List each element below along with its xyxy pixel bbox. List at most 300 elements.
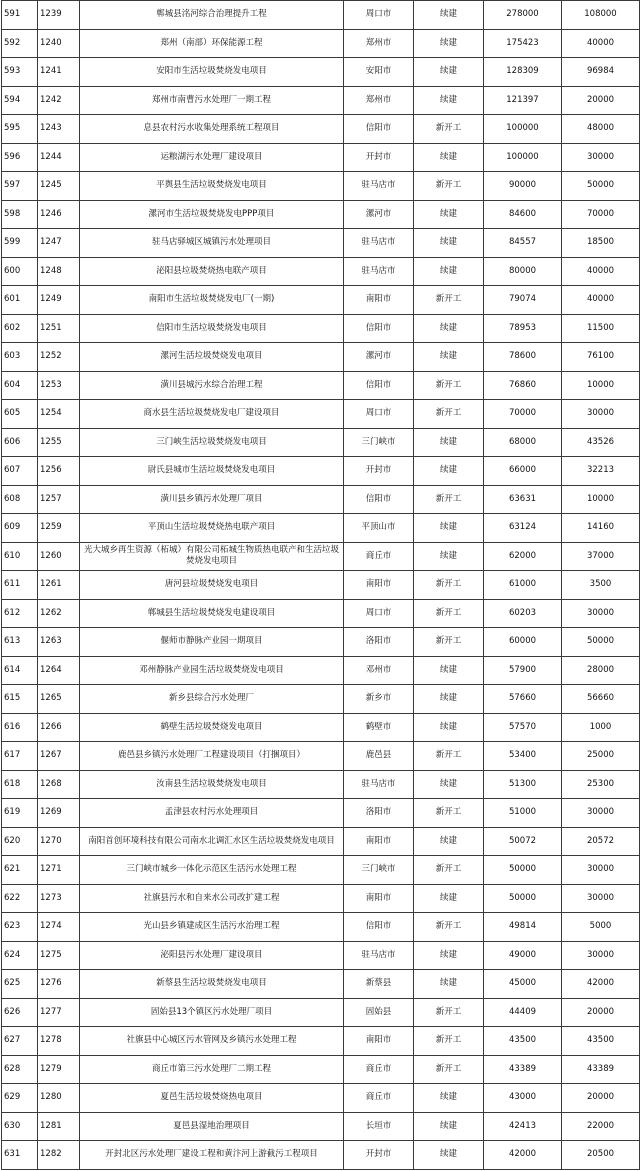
table-row — [2, 172, 640, 201]
construction-type-cell: 续建 — [414, 656, 484, 685]
row-id-cell: 1275 — [38, 941, 80, 970]
row-seq-cell: 616 — [2, 713, 38, 742]
construction-type-cell: 续建 — [414, 970, 484, 999]
row-id-cell: 1280 — [38, 1084, 80, 1113]
table-row — [2, 742, 640, 771]
project-name-cell: 商水县生活垃圾焚烧发电厂建设项目 — [80, 400, 344, 429]
annual-plan-cell: 40000 — [562, 286, 640, 315]
row-seq-cell: 595 — [2, 115, 38, 144]
project-name-cell: 唐河县垃圾焚烧发电项目 — [80, 571, 344, 600]
project-name-cell: 漯河市生活垃圾焚烧发电PPP项目 — [80, 200, 344, 229]
city-cell: 南阳市 — [344, 884, 414, 913]
annual-plan-cell: 50000 — [562, 628, 640, 657]
city-cell: 鹿邑县 — [344, 742, 414, 771]
table-row — [2, 884, 640, 913]
project-name-cell: 夏邑县湿地治理项目 — [80, 1112, 344, 1141]
row-seq-cell: 615 — [2, 685, 38, 714]
construction-type-cell: 续建 — [414, 257, 484, 286]
project-name-cell: 光大城乡再生资源（柘城）有限公司柘城生物质热电联产和生活垃圾焚烧发电项目 — [80, 542, 344, 571]
total-investment-cell: 100000 — [484, 143, 562, 172]
construction-type-cell: 新开工 — [414, 742, 484, 771]
project-name-cell: 运粮湖污水处理厂建设项目 — [80, 143, 344, 172]
row-id-cell: 1246 — [38, 200, 80, 229]
row-id-cell: 1249 — [38, 286, 80, 315]
row-seq-cell: 628 — [2, 1055, 38, 1084]
construction-type-cell: 续建 — [414, 143, 484, 172]
construction-type-cell: 续建 — [414, 1112, 484, 1141]
construction-type-cell: 续建 — [414, 58, 484, 87]
row-id-cell: 1243 — [38, 115, 80, 144]
construction-type-cell: 续建 — [414, 713, 484, 742]
city-cell: 开封市 — [344, 457, 414, 486]
table-row — [2, 229, 640, 258]
project-name-cell: 汝南县生活垃圾焚烧发电项目 — [80, 770, 344, 799]
total-investment-cell: 76860 — [484, 371, 562, 400]
construction-type-cell: 续建 — [414, 941, 484, 970]
city-cell: 信阳市 — [344, 485, 414, 514]
total-investment-cell: 84557 — [484, 229, 562, 258]
total-investment-cell: 51000 — [484, 799, 562, 828]
row-seq-cell: 609 — [2, 514, 38, 543]
annual-plan-cell: 30000 — [562, 143, 640, 172]
annual-plan-cell: 20000 — [562, 998, 640, 1027]
project-name-cell: 偃师市静脉产业园一期项目 — [80, 628, 344, 657]
row-id-cell: 1244 — [38, 143, 80, 172]
row-seq-cell: 591 — [2, 1, 38, 30]
construction-type-cell: 续建 — [414, 314, 484, 343]
total-investment-cell: 70000 — [484, 400, 562, 429]
city-cell: 三门峡市 — [344, 856, 414, 885]
project-name-cell: 商丘市第三污水处理厂二期工程 — [80, 1055, 344, 1084]
construction-type-cell: 续建 — [414, 200, 484, 229]
annual-plan-cell: 37000 — [562, 542, 640, 571]
row-seq-cell: 626 — [2, 998, 38, 1027]
annual-plan-cell: 14160 — [562, 514, 640, 543]
row-seq-cell: 623 — [2, 913, 38, 942]
row-id-cell: 1252 — [38, 343, 80, 372]
construction-type-cell: 续建 — [414, 457, 484, 486]
row-seq-cell: 594 — [2, 86, 38, 115]
row-id-cell: 1271 — [38, 856, 80, 885]
annual-plan-cell: 30000 — [562, 941, 640, 970]
city-cell: 开封市 — [344, 1141, 414, 1170]
total-investment-cell: 53400 — [484, 742, 562, 771]
construction-type-cell: 续建 — [414, 343, 484, 372]
project-name-cell: 孟津县农村污水处理项目 — [80, 799, 344, 828]
city-cell: 郑州市 — [344, 29, 414, 58]
city-cell: 信阳市 — [344, 913, 414, 942]
project-name-cell: 漯河生活垃圾焚烧发电项目 — [80, 343, 344, 372]
total-investment-cell: 50000 — [484, 884, 562, 913]
city-cell: 驻马店市 — [344, 941, 414, 970]
table-row — [2, 428, 640, 457]
row-seq-cell: 607 — [2, 457, 38, 486]
row-id-cell: 1266 — [38, 713, 80, 742]
total-investment-cell: 63631 — [484, 485, 562, 514]
annual-plan-cell: 56660 — [562, 685, 640, 714]
table-row — [2, 286, 640, 315]
row-id-cell: 1254 — [38, 400, 80, 429]
total-investment-cell: 45000 — [484, 970, 562, 999]
construction-type-cell: 续建 — [414, 1141, 484, 1170]
total-investment-cell: 60000 — [484, 628, 562, 657]
city-cell: 信阳市 — [344, 371, 414, 400]
annual-plan-cell: 30000 — [562, 599, 640, 628]
row-id-cell: 1270 — [38, 827, 80, 856]
total-investment-cell: 57570 — [484, 713, 562, 742]
project-name-cell: 固始县13个镇区污水处理厂项目 — [80, 998, 344, 1027]
project-name-cell: 平顶山生活垃圾焚烧热电联产项目 — [80, 514, 344, 543]
row-seq-cell: 620 — [2, 827, 38, 856]
project-name-cell: 潢川县城污水综合治理工程 — [80, 371, 344, 400]
project-name-cell: 新蔡县生活垃圾焚烧发电项目 — [80, 970, 344, 999]
annual-plan-cell: 20000 — [562, 1084, 640, 1113]
annual-plan-cell: 70000 — [562, 200, 640, 229]
table-row — [2, 1084, 640, 1113]
total-investment-cell: 61000 — [484, 571, 562, 600]
city-cell: 商丘市 — [344, 542, 414, 571]
annual-plan-cell: 43389 — [562, 1055, 640, 1084]
row-id-cell: 1264 — [38, 656, 80, 685]
construction-type-cell: 新开工 — [414, 400, 484, 429]
city-cell: 开封市 — [344, 143, 414, 172]
table-row — [2, 998, 640, 1027]
construction-type-cell: 续建 — [414, 514, 484, 543]
table-row — [2, 856, 640, 885]
city-cell: 周口市 — [344, 1, 414, 30]
project-name-cell: 社旗县中心城区污水管网及乡镇污水处理工程 — [80, 1027, 344, 1056]
city-cell: 信阳市 — [344, 314, 414, 343]
table-row — [2, 1, 640, 30]
annual-plan-cell: 18500 — [562, 229, 640, 258]
project-name-cell: 鹿邑县乡镇污水处理厂工程建设项目（打捆项目） — [80, 742, 344, 771]
row-seq-cell: 603 — [2, 343, 38, 372]
row-seq-cell: 618 — [2, 770, 38, 799]
project-name-cell: 郸城县生活垃圾焚烧发电建设项目 — [80, 599, 344, 628]
row-seq-cell: 596 — [2, 143, 38, 172]
table-row — [2, 970, 640, 999]
row-seq-cell: 625 — [2, 970, 38, 999]
total-investment-cell: 42413 — [484, 1112, 562, 1141]
annual-plan-cell: 5000 — [562, 913, 640, 942]
row-id-cell: 1268 — [38, 770, 80, 799]
city-cell: 平顶山市 — [344, 514, 414, 543]
row-seq-cell: 631 — [2, 1141, 38, 1170]
row-id-cell: 1251 — [38, 314, 80, 343]
annual-plan-cell: 30000 — [562, 856, 640, 885]
annual-plan-cell: 32213 — [562, 457, 640, 486]
city-cell: 信阳市 — [344, 115, 414, 144]
total-investment-cell: 90000 — [484, 172, 562, 201]
row-id-cell: 1248 — [38, 257, 80, 286]
project-name-cell: 泌阳县污水处理厂建设项目 — [80, 941, 344, 970]
row-seq-cell: 612 — [2, 599, 38, 628]
row-seq-cell: 599 — [2, 229, 38, 258]
project-name-cell: 邓州静脉产业园生活垃圾焚烧发电项目 — [80, 656, 344, 685]
construction-type-cell: 新开工 — [414, 571, 484, 600]
construction-type-cell: 新开工 — [414, 599, 484, 628]
project-name-cell: 郑州（南部）环保能源工程 — [80, 29, 344, 58]
city-cell: 南阳市 — [344, 827, 414, 856]
project-name-cell: 南阳首创环境科技有限公司南水北调汇水区生活垃圾焚烧发电项目 — [80, 827, 344, 856]
table-row — [2, 1141, 640, 1170]
project-name-cell: 息县农村污水收集处理系统工程项目 — [80, 115, 344, 144]
construction-type-cell: 续建 — [414, 770, 484, 799]
total-investment-cell: 278000 — [484, 1, 562, 30]
table-row — [2, 371, 640, 400]
construction-type-cell: 新开工 — [414, 115, 484, 144]
row-seq-cell: 627 — [2, 1027, 38, 1056]
total-investment-cell: 44409 — [484, 998, 562, 1027]
row-id-cell: 1240 — [38, 29, 80, 58]
total-investment-cell: 57900 — [484, 656, 562, 685]
row-id-cell: 1241 — [38, 58, 80, 87]
project-name-cell: 新乡县综合污水处理厂 — [80, 685, 344, 714]
city-cell: 商丘市 — [344, 1055, 414, 1084]
construction-type-cell: 新开工 — [414, 799, 484, 828]
table-row — [2, 514, 640, 543]
total-investment-cell: 66000 — [484, 457, 562, 486]
project-name-cell: 三门峡生活垃圾焚烧发电项目 — [80, 428, 344, 457]
total-investment-cell: 62000 — [484, 542, 562, 571]
total-investment-cell: 78953 — [484, 314, 562, 343]
row-id-cell: 1282 — [38, 1141, 80, 1170]
annual-plan-cell: 48000 — [562, 115, 640, 144]
city-cell: 三门峡市 — [344, 428, 414, 457]
row-id-cell: 1257 — [38, 485, 80, 514]
table-row — [2, 941, 640, 970]
project-name-cell: 光山县乡镇建成区生活污水治理工程 — [80, 913, 344, 942]
total-investment-cell: 80000 — [484, 257, 562, 286]
row-id-cell: 1260 — [38, 542, 80, 571]
total-investment-cell: 43389 — [484, 1055, 562, 1084]
city-cell: 驻马店市 — [344, 229, 414, 258]
construction-type-cell: 新开工 — [414, 998, 484, 1027]
total-investment-cell: 68000 — [484, 428, 562, 457]
total-investment-cell: 42000 — [484, 1141, 562, 1170]
row-id-cell: 1239 — [38, 1, 80, 30]
row-id-cell: 1276 — [38, 970, 80, 999]
total-investment-cell: 43500 — [484, 1027, 562, 1056]
city-cell: 驻马店市 — [344, 770, 414, 799]
annual-plan-cell: 1000 — [562, 713, 640, 742]
row-id-cell: 1245 — [38, 172, 80, 201]
row-seq-cell: 601 — [2, 286, 38, 315]
project-table — [1, 0, 640, 1170]
annual-plan-cell: 43526 — [562, 428, 640, 457]
city-cell: 洛阳市 — [344, 799, 414, 828]
table-row — [2, 86, 640, 115]
construction-type-cell: 新开工 — [414, 371, 484, 400]
city-cell: 郑州市 — [344, 86, 414, 115]
table-row — [2, 58, 640, 87]
project-name-cell: 郸城县洺河综合治理提升工程 — [80, 1, 344, 30]
construction-type-cell: 续建 — [414, 1, 484, 30]
project-name-cell: 泌阳县垃圾焚烧热电联产项目 — [80, 257, 344, 286]
row-seq-cell: 597 — [2, 172, 38, 201]
project-name-cell: 社旗县污水和自来水公司改扩建工程 — [80, 884, 344, 913]
construction-type-cell: 新开工 — [414, 1027, 484, 1056]
annual-plan-cell: 40000 — [562, 257, 640, 286]
total-investment-cell: 79074 — [484, 286, 562, 315]
table-row — [2, 1112, 640, 1141]
annual-plan-cell: 20500 — [562, 1141, 640, 1170]
total-investment-cell: 49814 — [484, 913, 562, 942]
construction-type-cell: 续建 — [414, 542, 484, 571]
construction-type-cell: 续建 — [414, 229, 484, 258]
total-investment-cell: 100000 — [484, 115, 562, 144]
row-id-cell: 1279 — [38, 1055, 80, 1084]
row-seq-cell: 600 — [2, 257, 38, 286]
project-name-cell: 安阳市生活垃圾焚烧发电项目 — [80, 58, 344, 87]
table-body — [2, 1, 640, 1170]
city-cell: 周口市 — [344, 599, 414, 628]
row-seq-cell: 617 — [2, 742, 38, 771]
table-row — [2, 400, 640, 429]
city-cell: 洛阳市 — [344, 628, 414, 657]
table-row — [2, 485, 640, 514]
row-id-cell: 1256 — [38, 457, 80, 486]
project-name-cell: 鹤壁生活垃圾焚烧发电项目 — [80, 713, 344, 742]
row-id-cell: 1265 — [38, 685, 80, 714]
annual-plan-cell: 10000 — [562, 485, 640, 514]
row-seq-cell: 629 — [2, 1084, 38, 1113]
project-name-cell: 开封北区污水处理厂建设工程和黄汴河上游截污工程项目 — [80, 1141, 344, 1170]
annual-plan-cell: 25300 — [562, 770, 640, 799]
row-seq-cell: 614 — [2, 656, 38, 685]
construction-type-cell: 续建 — [414, 685, 484, 714]
project-name-cell: 郑州市南曹污水处理厂一期工程 — [80, 86, 344, 115]
row-seq-cell: 592 — [2, 29, 38, 58]
construction-type-cell: 新开工 — [414, 172, 484, 201]
annual-plan-cell: 96984 — [562, 58, 640, 87]
table-row — [2, 571, 640, 600]
project-name-cell: 信阳市生活垃圾焚烧发电项目 — [80, 314, 344, 343]
table-row — [2, 542, 640, 571]
table-row — [2, 656, 640, 685]
project-name-cell: 尉氏县城市生活垃圾焚烧发电项目 — [80, 457, 344, 486]
city-cell: 漯河市 — [344, 200, 414, 229]
row-id-cell: 1277 — [38, 998, 80, 1027]
row-seq-cell: 624 — [2, 941, 38, 970]
construction-type-cell: 新开工 — [414, 1055, 484, 1084]
row-seq-cell: 608 — [2, 485, 38, 514]
annual-plan-cell: 50000 — [562, 172, 640, 201]
city-cell: 驻马店市 — [344, 257, 414, 286]
table-row — [2, 314, 640, 343]
row-seq-cell: 619 — [2, 799, 38, 828]
project-name-cell: 驻马店驿城区城镇污水处理项目 — [80, 229, 344, 258]
city-cell: 新蔡县 — [344, 970, 414, 999]
annual-plan-cell: 20000 — [562, 86, 640, 115]
table-row — [2, 770, 640, 799]
city-cell: 新乡市 — [344, 685, 414, 714]
city-cell: 鹤壁市 — [344, 713, 414, 742]
city-cell: 周口市 — [344, 400, 414, 429]
row-seq-cell: 630 — [2, 1112, 38, 1141]
total-investment-cell: 60203 — [484, 599, 562, 628]
annual-plan-cell: 30000 — [562, 884, 640, 913]
row-id-cell: 1255 — [38, 428, 80, 457]
table-row — [2, 827, 640, 856]
row-seq-cell: 621 — [2, 856, 38, 885]
row-id-cell: 1261 — [38, 571, 80, 600]
annual-plan-cell: 10000 — [562, 371, 640, 400]
construction-type-cell: 续建 — [414, 428, 484, 457]
total-investment-cell: 78600 — [484, 343, 562, 372]
city-cell: 商丘市 — [344, 1084, 414, 1113]
annual-plan-cell: 43500 — [562, 1027, 640, 1056]
total-investment-cell: 50072 — [484, 827, 562, 856]
row-seq-cell: 605 — [2, 400, 38, 429]
project-name-cell: 夏邑生活垃圾焚烧热电项目 — [80, 1084, 344, 1113]
table-row — [2, 200, 640, 229]
annual-plan-cell: 76100 — [562, 343, 640, 372]
row-id-cell: 1263 — [38, 628, 80, 657]
construction-type-cell: 新开工 — [414, 856, 484, 885]
table-row — [2, 1055, 640, 1084]
construction-type-cell: 续建 — [414, 827, 484, 856]
row-seq-cell: 613 — [2, 628, 38, 657]
annual-plan-cell: 30000 — [562, 799, 640, 828]
table-row — [2, 913, 640, 942]
row-seq-cell: 593 — [2, 58, 38, 87]
total-investment-cell: 50000 — [484, 856, 562, 885]
row-seq-cell: 622 — [2, 884, 38, 913]
city-cell: 驻马店市 — [344, 172, 414, 201]
row-id-cell: 1278 — [38, 1027, 80, 1056]
annual-plan-cell: 20572 — [562, 827, 640, 856]
row-id-cell: 1269 — [38, 799, 80, 828]
total-investment-cell: 63124 — [484, 514, 562, 543]
table-row — [2, 1027, 640, 1056]
row-seq-cell: 604 — [2, 371, 38, 400]
row-id-cell: 1242 — [38, 86, 80, 115]
city-cell: 长垣市 — [344, 1112, 414, 1141]
city-cell: 固始县 — [344, 998, 414, 1027]
table-row — [2, 115, 640, 144]
total-investment-cell: 43000 — [484, 1084, 562, 1113]
city-cell: 南阳市 — [344, 1027, 414, 1056]
table-row — [2, 713, 640, 742]
city-cell: 安阳市 — [344, 58, 414, 87]
construction-type-cell: 续建 — [414, 86, 484, 115]
city-cell: 南阳市 — [344, 571, 414, 600]
city-cell: 漯河市 — [344, 343, 414, 372]
annual-plan-cell: 11500 — [562, 314, 640, 343]
row-seq-cell: 606 — [2, 428, 38, 457]
total-investment-cell: 175423 — [484, 29, 562, 58]
row-seq-cell: 611 — [2, 571, 38, 600]
row-id-cell: 1281 — [38, 1112, 80, 1141]
construction-type-cell: 新开工 — [414, 628, 484, 657]
table-row — [2, 143, 640, 172]
row-id-cell: 1247 — [38, 229, 80, 258]
annual-plan-cell: 30000 — [562, 400, 640, 429]
total-investment-cell: 49000 — [484, 941, 562, 970]
row-seq-cell: 602 — [2, 314, 38, 343]
construction-type-cell: 续建 — [414, 29, 484, 58]
row-id-cell: 1259 — [38, 514, 80, 543]
total-investment-cell: 128309 — [484, 58, 562, 87]
table-row — [2, 343, 640, 372]
row-seq-cell: 598 — [2, 200, 38, 229]
row-id-cell: 1253 — [38, 371, 80, 400]
annual-plan-cell: 108000 — [562, 1, 640, 30]
row-id-cell: 1262 — [38, 599, 80, 628]
annual-plan-cell: 42000 — [562, 970, 640, 999]
total-investment-cell: 57660 — [484, 685, 562, 714]
